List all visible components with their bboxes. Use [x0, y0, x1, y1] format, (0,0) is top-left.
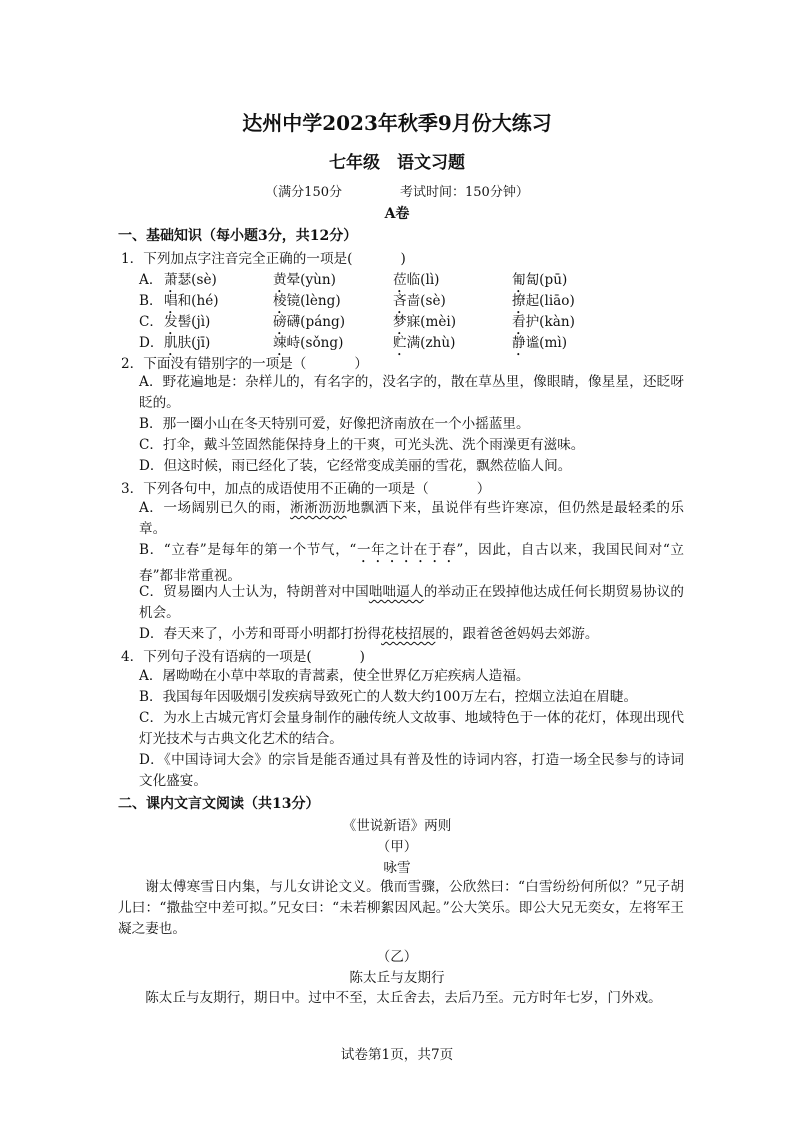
part1-label: （甲）	[376, 839, 418, 855]
idiom-mark: 咄咄逼人	[368, 584, 424, 600]
q3-option-d: D．春天来了，小芳和哥哥小明都打扮得花枝招展的，跟着爸爸妈妈去郊游。	[139, 626, 599, 642]
part1-body: 谢太傅寒雪日内集，与儿女讲论文义。俄而雪骤，公欣然曰：“白雪纷纷何所似？”兄子胡儿曰：“撒盐空中差可拟。”兄女曰：“未若柳絮因风起。”公大笑乐。即公大兄无奕女，左将军王凝之妻也。	[118, 879, 684, 937]
q3-stem-text: 3．下列各句中，加点的成语使用不正确的一项是（	[121, 481, 429, 497]
q2-option-a: A．野花遍地是：杂样儿的，有名字的，没名字的，散在草丛里，像眼睛，像星星，还眨呀眨的。	[139, 374, 684, 411]
pinyin-item: 贮满(zhù)	[393, 335, 456, 351]
q1-stem	[121, 247, 406, 267]
idiom-mark: 一年之计在于春	[356, 542, 457, 558]
pinyin-item: 黄晕(yùn)	[273, 272, 336, 288]
pinyin-item: 发髻(jì)	[164, 314, 211, 330]
q3-option-a: A．一场阔别已久的雨，淅淅沥沥地飘洒下来，虽说伴有些许寒凉，但仍然是最轻柔的乐章。	[139, 500, 684, 537]
q1-stem-text: 1．下列加点字注音完全正确的一项是(	[121, 251, 353, 267]
pinyin-item: 棱镜(lèng)	[273, 293, 341, 309]
full-score: （满分150分	[265, 185, 342, 200]
q4-option-a: A．屠呦呦在小草中萃取的青蒿素，使全世界亿万疟疾病人造福。	[139, 668, 530, 684]
q4-option-d: D．《中国诗词大会》的宗旨是能否通过具有普及性的诗词内容，打造一场全民参与的诗词文化盛宴。	[139, 752, 684, 789]
page-footer: 试卷第1页，共7页	[340, 1047, 454, 1063]
section1-heading: 一、基础知识（每小题3分，共12分）	[118, 228, 358, 244]
pinyin-item: 肌肤(jī)	[164, 335, 211, 351]
pinyin-item: 唱和(hé)	[164, 293, 219, 309]
volume-label: A卷	[384, 206, 410, 222]
pinyin-item: 吝啬(sè)	[393, 293, 446, 309]
q2-option-c: C．打伞，戴斗笠固然能保持身上的干爽，可光头洗、洗个雨澡更有滋味。	[139, 437, 585, 453]
idiom-mark: 淅淅沥沥	[290, 500, 347, 516]
option-label: B．	[139, 293, 163, 309]
q4-option-b: B．我国每年因吸烟引发疾病导致死亡的人数大约100万左右，控烟立法迫在眉睫。	[139, 689, 638, 705]
q2-option-b: B．那一圈小山在冬天特别可爱，好像把济南放在一个小摇蓝里。	[139, 416, 530, 432]
q4-stem	[121, 645, 365, 665]
pinyin-item: 匍匐(pū)	[512, 272, 568, 288]
part1-title: 咏雪	[383, 860, 411, 876]
q3-stem	[121, 477, 490, 497]
pinyin-item: 撩起(liāo)	[512, 293, 575, 309]
option-label: C．	[139, 314, 163, 330]
pinyin-item: 磅礴(páng)	[273, 314, 346, 330]
pinyin-item: 看护(kàn)	[512, 314, 575, 330]
q2-option-d: D．但这时候，雨已经化了装，它经常变成美丽的雪花，飘然莅临人间。	[139, 458, 572, 474]
exam-subtitle: 七年级 语文习题	[329, 153, 465, 173]
q3-option-c: C．贸易圈内人士认为，特朗普对中国咄咄逼人的举动正在毁掉他达成任何长期贸易协议的机会。	[139, 584, 685, 621]
text-title: 《世说新语》两则	[342, 818, 452, 834]
q1-stem-end: )	[400, 251, 406, 267]
option-label: A．	[139, 272, 163, 288]
exam-title: 达州中学2023年秋季9月份大练习	[242, 111, 552, 135]
q3-stem-end: ）	[476, 481, 491, 497]
pinyin-item: 莅临(lì)	[393, 272, 440, 288]
part2-body: 陈太丘与友期行，期日中。过中不至，太丘舍去，去后乃至。元方时年七岁，门外戏。	[145, 990, 662, 1006]
exam-time: 考试时间：150分钟）	[400, 185, 529, 200]
part2-label: （乙）	[376, 949, 418, 965]
q4-option-c: C．为水上古城元宵灯会量身制作的融传统人文故事、地域特色于一体的花灯，体现出现代灯光技术与古典文化艺术的结合。	[139, 710, 684, 747]
pinyin-item: 竦峙(sǒng)	[273, 335, 344, 351]
q2-stem	[121, 352, 368, 372]
section2-heading: 二、课内文言文阅读（共13分）	[118, 796, 320, 812]
option-label: D．	[139, 335, 164, 351]
pinyin-item: 梦寐(mèi)	[393, 314, 457, 330]
q2-stem-end: ）	[354, 356, 368, 372]
q4-stem-text: 4．下列句子没有语病的一项是(	[121, 649, 312, 665]
q2-stem-text: 2．下面没有错别字的一项是（	[121, 356, 307, 372]
pinyin-item: 静谧(mì)	[512, 335, 568, 351]
q4-stem-end: )	[359, 649, 365, 665]
q3-option-b: B．“立春”是每年的第一个节气，“一年之计在于春”，因此，自古以来，我国民间对“立春”都非常重视。	[139, 542, 684, 584]
pinyin-item: 萧瑟(sè)	[164, 272, 217, 288]
exam-meta	[0, 181, 794, 200]
idiom-mark: 花枝招展	[381, 626, 436, 642]
part2-title: 陈太丘与友期行	[349, 970, 445, 986]
